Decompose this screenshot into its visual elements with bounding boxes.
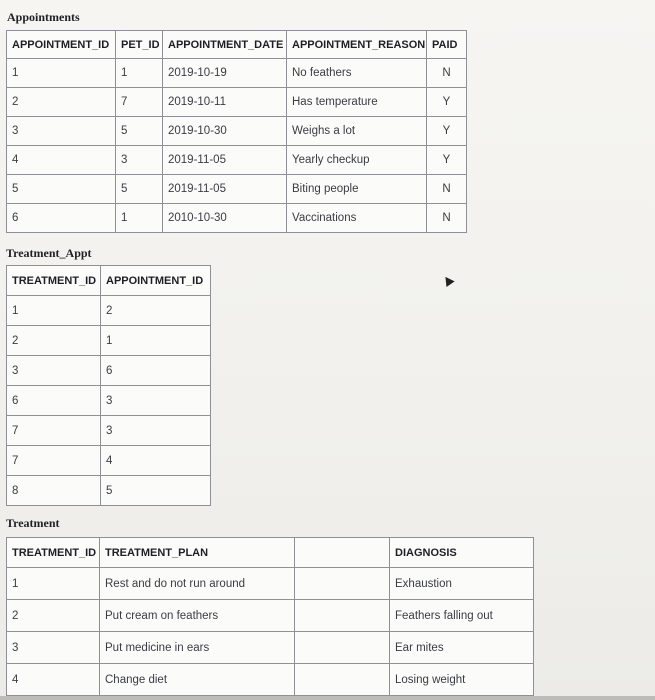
column-header: TREATMENT_PLAN: [100, 538, 295, 568]
table-cell: Biting people: [287, 175, 427, 204]
table-cell: N: [427, 175, 467, 204]
table-cell: 8: [7, 476, 101, 506]
table-cell: 3: [7, 117, 116, 146]
empty-cell: [295, 600, 390, 632]
column-header: PET_ID: [116, 31, 163, 59]
table-cell: 3: [101, 386, 211, 416]
table-cell: 1: [116, 204, 163, 233]
table-cell: 3: [7, 356, 101, 386]
table-cell: 5: [101, 476, 211, 506]
empty-cell: [295, 632, 390, 664]
table-cell: Exhaustion: [390, 568, 534, 600]
table-row: [7, 600, 534, 632]
table-cell: Feathers falling out: [390, 600, 534, 632]
table-cell: 3: [7, 632, 100, 664]
table-row: [7, 146, 467, 175]
table-cell: Y: [427, 146, 467, 175]
treatment-table: [6, 537, 534, 696]
table-cell: 1: [101, 326, 211, 356]
column-header: APPOINTMENT_DATE: [163, 31, 287, 59]
table-cell: 1: [7, 59, 116, 88]
column-header: PAID: [427, 31, 467, 59]
table-cell: Y: [427, 117, 467, 146]
table-cell: No feathers: [287, 59, 427, 88]
table-cell: 2010-10-30: [163, 204, 287, 233]
table-cell: Put medicine in ears: [100, 632, 295, 664]
column-header: DIAGNOSIS: [390, 538, 534, 568]
table-cell: 2019-11-05: [163, 175, 287, 204]
treatment-appt-title: Treatment_Appt: [6, 246, 92, 260]
column-header: TREATMENT_ID: [7, 266, 101, 296]
table-row: [7, 117, 467, 146]
treatment-title: Treatment: [6, 516, 60, 530]
table-cell: N: [427, 204, 467, 233]
table-row: [7, 59, 467, 88]
column-header: APPOINTMENT_REASON: [287, 31, 427, 59]
table-cell: 5: [116, 175, 163, 204]
table-cell: Has temperature: [287, 88, 427, 117]
column-header: APPOINTMENT_ID: [101, 266, 211, 296]
table-cell: N: [427, 59, 467, 88]
table-row: [7, 476, 211, 506]
empty-cell: [295, 568, 390, 600]
table-cell: 5: [116, 117, 163, 146]
treatment-appt-table: [6, 265, 211, 506]
column-header: APPOINTMENT_ID: [7, 31, 116, 59]
table-cell: 2: [7, 326, 101, 356]
table-row: [7, 568, 534, 600]
column-header: TREATMENT_ID: [7, 538, 100, 568]
table-cell: 7: [7, 416, 101, 446]
table-cell: 4: [101, 446, 211, 476]
table-cell: 2019-11-05: [163, 146, 287, 175]
table-cell: 2: [101, 296, 211, 326]
table-cell: 1: [7, 568, 100, 600]
table-cell: Rest and do not run around: [100, 568, 295, 600]
table-header-row: [7, 538, 534, 568]
table-header-row: [7, 266, 211, 296]
table-row: [7, 326, 211, 356]
empty-cell: [295, 538, 390, 568]
table-cell: Yearly checkup: [287, 146, 427, 175]
table-cell: Change diet: [100, 664, 295, 696]
table-cell: 2: [7, 600, 100, 632]
empty-cell: [295, 664, 390, 696]
table-cell: Ear mites: [390, 632, 534, 664]
table-row: [7, 632, 534, 664]
table-cell: 5: [7, 175, 116, 204]
table-cell: Losing weight: [390, 664, 534, 696]
table-row: [7, 446, 211, 476]
table-cell: 1: [7, 296, 101, 326]
table-row: [7, 175, 467, 204]
table-cell: 2: [7, 88, 116, 117]
table-cell: 4: [7, 146, 116, 175]
table-row: [7, 204, 467, 233]
table-cell: 7: [7, 446, 101, 476]
table-cell: 4: [7, 664, 100, 696]
table-cell: Y: [427, 88, 467, 117]
table-cell: 2019-10-19: [163, 59, 287, 88]
table-row: [7, 88, 467, 117]
table-cell: 6: [7, 386, 101, 416]
table-row: [7, 356, 211, 386]
appointments-title: Appointments: [7, 10, 80, 24]
table-cell: 3: [101, 416, 211, 446]
appointments-table: [6, 30, 467, 233]
table-header-row: [7, 31, 467, 59]
mouse-cursor-icon: [441, 274, 454, 287]
table-row: [7, 296, 211, 326]
table-cell: 2019-10-30: [163, 117, 287, 146]
table-cell: 6: [101, 356, 211, 386]
table-cell: Weighs a lot: [287, 117, 427, 146]
table-cell: 6: [7, 204, 116, 233]
page-bottom-edge: [0, 696, 655, 700]
table-cell: Put cream on feathers: [100, 600, 295, 632]
table-row: [7, 664, 534, 696]
table-cell: 3: [116, 146, 163, 175]
table-cell: Vaccinations: [287, 204, 427, 233]
table-row: [7, 386, 211, 416]
table-cell: 1: [116, 59, 163, 88]
table-row: [7, 416, 211, 446]
table-cell: 2019-10-11: [163, 88, 287, 117]
table-cell: 7: [116, 88, 163, 117]
